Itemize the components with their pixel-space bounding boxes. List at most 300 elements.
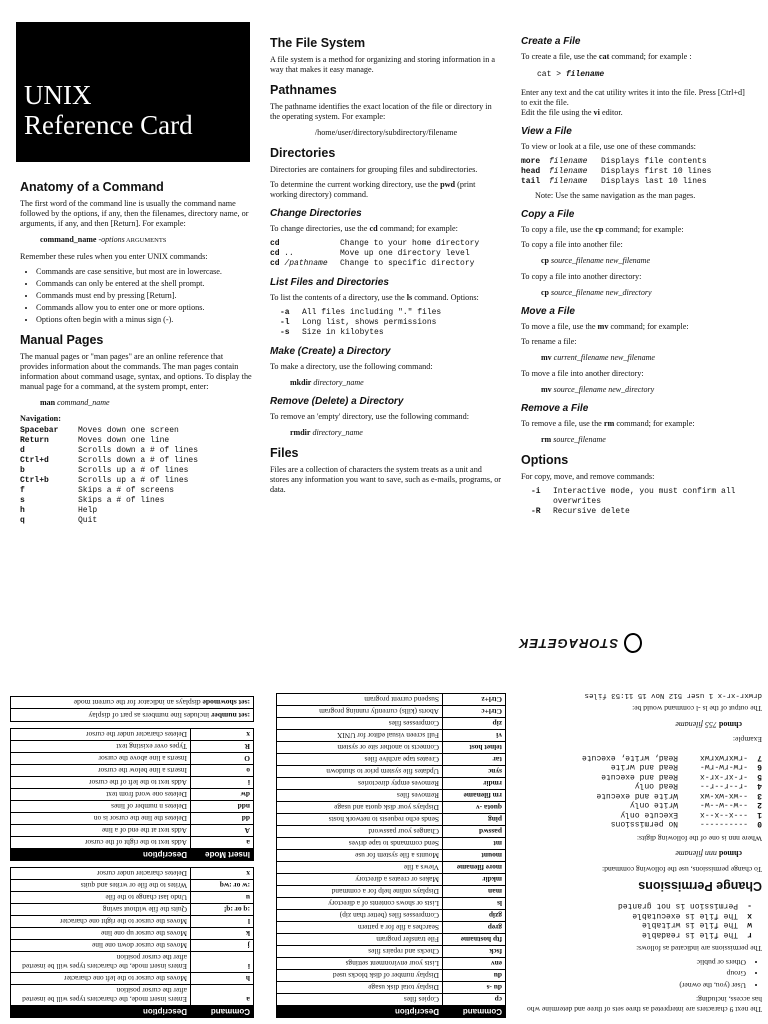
anatomy-heading: Anatomy of a Command (20, 180, 164, 194)
view-file-paragraph: To view or look at a file, use one of these commands: (521, 141, 696, 151)
row-command: mkdir (443, 874, 506, 886)
row-description: Adds text at the end of a line (11, 825, 191, 837)
permission-code: - (747, 901, 752, 911)
table-row (277, 826, 506, 838)
row-description: Makes or creates a directory (277, 874, 443, 886)
row-command: grep (443, 922, 506, 934)
cat-command: cat (598, 52, 610, 61)
mv-example-cmd: mv (541, 384, 552, 394)
option-row (531, 487, 753, 507)
row-command: env (443, 958, 506, 970)
table-row (277, 874, 506, 886)
table-row (11, 985, 254, 1006)
row-description: Removes files (277, 790, 443, 802)
copy-example-2 (541, 288, 753, 298)
table-row (11, 813, 254, 825)
table-row (277, 970, 506, 982)
options-paragraph: For copy, move, and remove commands: (521, 471, 655, 481)
nav-row (20, 506, 252, 516)
row-description: Aborts (kills) currently running program (277, 706, 443, 718)
row-command: man (443, 886, 506, 898)
table-row (277, 922, 506, 934)
table-row (277, 910, 506, 922)
table-row (11, 904, 254, 916)
cd-command: cd (369, 224, 378, 233)
table-row (11, 892, 254, 904)
commands-table (276, 693, 506, 1018)
navigation-label: Navigation: (20, 414, 61, 423)
nav-key: b (20, 466, 25, 475)
view-note: Note: Use the same navigation as the man pages. (535, 190, 696, 200)
row-description: Deletes character under the cursor (11, 729, 191, 741)
nav-desc: Skips a # of lines (78, 496, 165, 505)
set-showmode-note (10, 696, 254, 709)
table-row (11, 729, 254, 741)
anatomy-example (40, 235, 252, 246)
row-description: Display total disk usage (277, 982, 443, 994)
option-key: -i (531, 486, 541, 496)
nav-key: h (20, 506, 25, 515)
digit-desc: Read and write (610, 762, 678, 772)
row-description: Quits the file without saving (11, 904, 191, 916)
view-desc: Displays file contents (601, 156, 707, 166)
row-description: Deletes one word from text (11, 789, 191, 801)
nav-key: q (20, 516, 25, 525)
rmdir-heading: Remove (Delete) a Directory (270, 396, 404, 407)
nav-key: Ctrl+b (20, 476, 49, 485)
view-arg: filename (549, 166, 588, 176)
mkdir-argument: directory_name (311, 378, 364, 387)
table-row (11, 765, 254, 777)
cp-example-args: source_filename new_directory (551, 287, 652, 297)
table-row (11, 825, 254, 837)
rm-example-arg: source_filename (551, 434, 606, 444)
banner-title-line2: Reference Card (24, 110, 193, 140)
rule-item: • Commands can only be entered at the shell prompt. (36, 279, 252, 289)
row-description: Send commands to tape drives (277, 838, 443, 850)
row-command: rm filename (443, 790, 506, 802)
permission-code-desc: The file is executable (632, 911, 738, 920)
digit: 2 (757, 800, 762, 810)
chmod-command: chmod (718, 849, 742, 859)
row-description: Connects to another site or system (277, 742, 443, 754)
cd-arg: /pathname (279, 259, 328, 268)
row-command: x (191, 868, 254, 880)
rule-item: • Commands are case sensitive, but most are in lowercase. (36, 267, 252, 277)
inverted-panel (0, 612, 768, 1024)
cd-desc: Change to specific directory (340, 259, 475, 268)
manual-heading: Manual Pages (20, 333, 104, 347)
vi-commands-table (10, 867, 254, 1018)
nav-key: s (20, 496, 25, 505)
cd-cmd: cd (270, 239, 280, 248)
permission-code: w (747, 920, 752, 930)
row-command: x (191, 729, 254, 741)
cp-command: cp (595, 224, 604, 234)
example-label: Example: (732, 735, 762, 745)
row-command: more filename (443, 862, 506, 874)
nav-key: d (20, 446, 25, 455)
storagetek-logo-text: STORAGETEK (518, 636, 619, 652)
digit-symbolic: -r-xr-xr-x (699, 772, 748, 781)
row-description: Displays online help for a command (277, 886, 443, 898)
ls-options (280, 308, 502, 338)
row-command: dd (191, 813, 254, 825)
row-command: du (443, 970, 506, 982)
nav-desc: Scrolls up a # of lines (78, 476, 189, 485)
table-row (277, 994, 506, 1006)
permission-code: r (747, 930, 752, 939)
ls-option-desc: Size in kilobytes (302, 328, 384, 337)
title-banner (16, 22, 250, 162)
row-command: R (191, 741, 254, 753)
digits-intro: Where nnn is one of the following digits: (636, 834, 762, 843)
cat-example-cmd: cat > (537, 70, 566, 79)
cat-example-arg: filename (565, 70, 605, 79)
nav-key: Spacebar (20, 426, 59, 435)
pwd-command: pwd (440, 180, 456, 189)
banner-title-line1: UNIX (24, 80, 92, 110)
row-command: fsck (443, 946, 506, 958)
copy-file-paragraph-3: To copy a file into another directory: (521, 271, 642, 281)
pwd-text-end: (print working directory) command. (270, 180, 476, 199)
row-description: Checks and repairs files (277, 946, 443, 958)
vi-column (10, 696, 254, 1018)
nav-row (20, 476, 252, 486)
row-description: Displays your disk quota and usage (277, 802, 443, 814)
view-desc: Displays first 10 lines (601, 166, 712, 176)
nav-row (20, 456, 252, 466)
option-key: -R (531, 506, 541, 516)
row-description: Lists or shows contents of a directory (277, 898, 443, 910)
chmod-example-cmd: chmod (718, 720, 742, 729)
ls-output-intro: The output of the ls -l command would be: (632, 704, 762, 714)
digit-row (518, 772, 762, 782)
chmod-example (518, 720, 742, 730)
manual-paragraph: The manual pages or "man pages" are an online reference that provides information about the commands. The man pages contain information about command usage, syntax, and options. To display the manual page for a command, at the system prompt, enter: (20, 352, 252, 391)
view-row (521, 177, 753, 187)
row-description: Copies files (277, 994, 443, 1006)
remove-file-heading: Remove a File (521, 402, 589, 414)
cp-example-cmd: cp (541, 255, 549, 265)
row-description: Moves the cursor down one line (11, 940, 191, 952)
directories-heading: Directories (270, 146, 336, 160)
option-row (531, 507, 753, 517)
create-file-heading: Create a File (521, 36, 581, 47)
digit: 0 (757, 819, 762, 829)
digit: 3 (757, 791, 762, 800)
row-description: Adds text to the right of the cursor (11, 837, 191, 849)
nav-desc: Quit (78, 516, 98, 525)
mv-example-cmd: mv (541, 352, 552, 362)
nav-row (20, 516, 252, 526)
row-command: i (191, 777, 254, 789)
mkdir-example (290, 378, 502, 388)
view-file-heading: View a File (521, 125, 572, 137)
ls-option-row (280, 328, 502, 338)
table-row (277, 778, 506, 790)
digit-row (518, 762, 762, 772)
column-2 (270, 28, 502, 500)
row-command: ls (443, 898, 506, 910)
nav-desc: Scrolls down a # of lines (78, 456, 199, 465)
row-command: du -s (443, 982, 506, 994)
digit-desc: Write only (629, 800, 678, 810)
row-description: Adds text to the left of the cursor (11, 777, 191, 789)
table-row (11, 973, 254, 985)
row-command: l (191, 916, 254, 928)
digit-row (518, 781, 762, 791)
cat-example (537, 70, 753, 80)
row-command: ping (443, 814, 506, 826)
table-row (11, 741, 254, 753)
row-command: dw (191, 789, 254, 801)
cp-example-args: source_filename new_filename (551, 255, 651, 265)
table-row (277, 838, 506, 850)
digit-desc: Read, write, execute (581, 753, 678, 762)
row-command: rmdir (443, 778, 506, 790)
pathname-example: /home/user/directory/subdirectory/filename (314, 128, 458, 137)
cp-example-cmd: cp (541, 287, 549, 297)
digit-desc: No permissions (610, 819, 678, 829)
nav-row (20, 486, 252, 496)
mkdir-heading: Make (Create) a Directory (270, 346, 391, 357)
pwd-text: To determine the current working directory, use the (270, 180, 441, 189)
cd-desc: Move up one directory level (340, 249, 470, 258)
permission-code: x (747, 911, 752, 920)
permission-digits (518, 753, 762, 829)
option-desc: Recursive delete (553, 506, 630, 516)
copy-file-paragraph (521, 225, 753, 235)
view-commands (521, 157, 753, 187)
table-row (277, 898, 506, 910)
move-file-heading: Move a File (521, 305, 575, 317)
nav-desc: Skips a # of screens (78, 486, 175, 495)
vi-text-end: editor. (599, 107, 623, 117)
digit-row (518, 800, 762, 810)
mv-command: mv (597, 321, 609, 331)
row-command: u (191, 892, 254, 904)
options-heading: Options (521, 452, 569, 467)
row-command: :q or :q! (191, 904, 254, 916)
permission-group-item: • Others or public (518, 958, 746, 968)
table-row (11, 789, 254, 801)
row-description: Inserts a line above the cursor (11, 753, 191, 765)
pathnames-heading: Pathnames (270, 83, 337, 97)
row-description: Suspend current program (277, 694, 443, 706)
row-command: mount (443, 850, 506, 862)
rules-intro: Remember these rules when you enter UNIX commands: (20, 252, 208, 261)
row-description: Changes your password (277, 826, 443, 838)
view-cmd: head (521, 166, 541, 176)
row-command: Ctrl+z (443, 694, 506, 706)
insert-header-mode: Insert Mode (191, 849, 254, 861)
options-list (531, 487, 753, 517)
table-row (277, 934, 506, 946)
rules-list (20, 267, 252, 325)
rmdir-paragraph: To remove an 'empty' directory, use the following command: (270, 412, 469, 421)
example-arguments: ARGUMENTS (124, 237, 167, 244)
row-description: Searches a file for a pattern (277, 922, 443, 934)
set-number-cmd: :set number (210, 711, 250, 720)
permission-group-item: • Group (518, 969, 746, 979)
table-row (11, 801, 254, 813)
row-command: quota -v (443, 802, 506, 814)
table-row (11, 940, 254, 952)
ls-text-end: command. Options: (412, 293, 479, 302)
column-3 (521, 28, 753, 517)
cp-text-end: command; for example: (603, 224, 684, 234)
row-description: Moves the cursor up one line (11, 928, 191, 940)
nav-desc: Scrolls up a # of lines (78, 466, 189, 475)
digit-row (518, 810, 762, 820)
nav-row (20, 466, 252, 476)
row-description: Updates file system prior to shutdown (277, 766, 443, 778)
change-dir-heading: Change Directories (270, 208, 362, 219)
files-paragraph: Files are a collection of characters the system treats as a unit and stores any information you want to save, such as e-mails, programs, or data. (270, 465, 502, 494)
chmod-syntax (518, 849, 742, 859)
row-description: Moves the cursor to the left one character (11, 973, 191, 985)
move-example-2 (541, 385, 753, 395)
nav-row (20, 436, 252, 446)
table-row (277, 694, 506, 706)
table-row (277, 718, 506, 730)
change-dir-paragraph (270, 224, 502, 234)
nav-desc: Moves down one line (78, 436, 170, 445)
digit-desc: Read only (634, 781, 678, 791)
row-description: Inserts a line below the cursor (11, 765, 191, 777)
permission-code-row (518, 901, 752, 911)
rule-item: • Commands allow you to enter one or more options. (36, 303, 252, 313)
row-description: Lists your environment settings (277, 958, 443, 970)
digit-desc: Write and execute (596, 791, 678, 800)
insert-mode-table (10, 728, 254, 861)
row-command: vi (443, 730, 506, 742)
row-command: zip (443, 718, 506, 730)
create-file-paragraph-2: Enter any text and the cat utility writes it into the file. Press [Ctrl+d] to exit the file. (521, 87, 745, 107)
ls-command: ls (406, 293, 413, 302)
move-file-paragraph (521, 322, 753, 332)
option-desc: Interactive mode, you must confirm all overwrites (553, 486, 736, 506)
row-command: telnet host (443, 742, 506, 754)
vi-header-command: Command (191, 1006, 254, 1018)
row-description: Undo last change to the file (11, 892, 191, 904)
filesystem-heading: The File System (270, 36, 366, 50)
row-command: ftp hostname (443, 934, 506, 946)
table-row (277, 766, 506, 778)
ls-option-row (280, 308, 502, 318)
digit-row (518, 819, 762, 829)
row-description: Deletes the line the cursor is on (11, 813, 191, 825)
table-row (11, 916, 254, 928)
view-cmd: tail (521, 176, 541, 186)
row-command: A (191, 825, 254, 837)
permission-groups (518, 958, 762, 991)
set-number-desc: includes line numbers as part of display (88, 711, 211, 720)
nav-desc: Help (78, 506, 98, 515)
table-row (277, 706, 506, 718)
cd-desc: Change to your home directory (340, 239, 480, 248)
row-command: Ctrl+c (443, 706, 506, 718)
rm-text-end: command; for example: (614, 418, 695, 428)
set-showmode-cmd: :set showmode (202, 698, 250, 708)
example-command: command_name (40, 235, 97, 244)
table-row (11, 952, 254, 973)
commands-column (276, 693, 506, 1018)
man-argument: command_name (55, 398, 110, 407)
ls-option-key: -l (280, 318, 290, 327)
pwd-paragraph (270, 180, 502, 200)
digit-symbolic: -rwxrwxrwx (699, 753, 748, 762)
view-row (521, 157, 753, 167)
ls-option-key: -s (280, 328, 290, 337)
row-command: passwd (443, 826, 506, 838)
row-command: h (191, 973, 254, 985)
rm-command: rm (603, 418, 615, 428)
ls-output: drwxr-xr-x 1 user 512 Nov 15 11:53 files (584, 691, 762, 699)
mv-example-args: current_filename new_filename (553, 352, 655, 362)
list-paragraph (270, 293, 502, 303)
copy-file-heading: Copy a File (521, 208, 575, 220)
table-row (277, 754, 506, 766)
cd-row (270, 239, 502, 249)
row-command: o (191, 765, 254, 777)
vi-text: Edit the file using the (521, 107, 594, 117)
anatomy-paragraph: The first word of the command line is usually the command name followed by the options, if any, then the filenames, directory name, or arguments, if any, and then [Return]. For example: (20, 199, 249, 228)
man-command: man (40, 398, 56, 407)
view-desc: Displays last 10 lines (601, 176, 707, 186)
nav-key: Ctrl+d (20, 456, 49, 465)
pathnames-paragraph: The pathname identifies the exact location of the file or directory in the operating system. For example: (270, 102, 492, 121)
create-file-paragraph (521, 52, 753, 62)
row-description: Deletes character under cursor (11, 868, 191, 880)
nav-desc: Scrolls down a # of lines (78, 446, 199, 455)
rm-text: To remove a file, use the (521, 418, 604, 428)
ls-option-row (280, 318, 502, 328)
list-heading: List Files and Directories (270, 277, 389, 288)
table-row (277, 850, 506, 862)
ls-option-key: -a (280, 308, 290, 317)
vi-header-description: Description (11, 1006, 191, 1018)
ls-option-desc: All files including "." files (302, 308, 442, 317)
row-description: Enters insert mode, the characters types will be inserted after the cursor position (11, 952, 191, 973)
rule-item: • Options often begin with a minus sign (-). (36, 315, 252, 325)
table-row (277, 862, 506, 874)
manual-example (40, 398, 252, 408)
cp-text: To copy a file, use the (521, 224, 596, 234)
copy-file-paragraph-2: To copy a file into another file: (521, 239, 623, 249)
row-description: Sends echo requests to network hosts (277, 814, 443, 826)
digit-row (518, 753, 762, 763)
digit-row (518, 791, 762, 801)
row-command: ndd (191, 801, 254, 813)
ls-option-desc: Long list, shows permissions (302, 318, 437, 327)
view-arg: filename (549, 176, 588, 186)
table-row (11, 928, 254, 940)
row-command: i (191, 952, 254, 973)
permission-code-row (518, 930, 752, 940)
row-description: Mounts a file system for use (277, 850, 443, 862)
mv-text-end: command; for example: (608, 321, 689, 331)
example-options: -options (96, 235, 125, 244)
mkdir-command: mkdir (290, 378, 312, 387)
chmod-example-arg: 755 filename (675, 720, 719, 729)
filesystem-paragraph: A file system is a method for organizing and storing information in a way that makes it easy manage. (270, 55, 495, 74)
row-command: tar (443, 754, 506, 766)
table-row (277, 814, 506, 826)
rule-item: • Commands must end by pressing [Return]. (36, 291, 252, 301)
row-description: Writes to the file or writes and quits (11, 880, 191, 892)
